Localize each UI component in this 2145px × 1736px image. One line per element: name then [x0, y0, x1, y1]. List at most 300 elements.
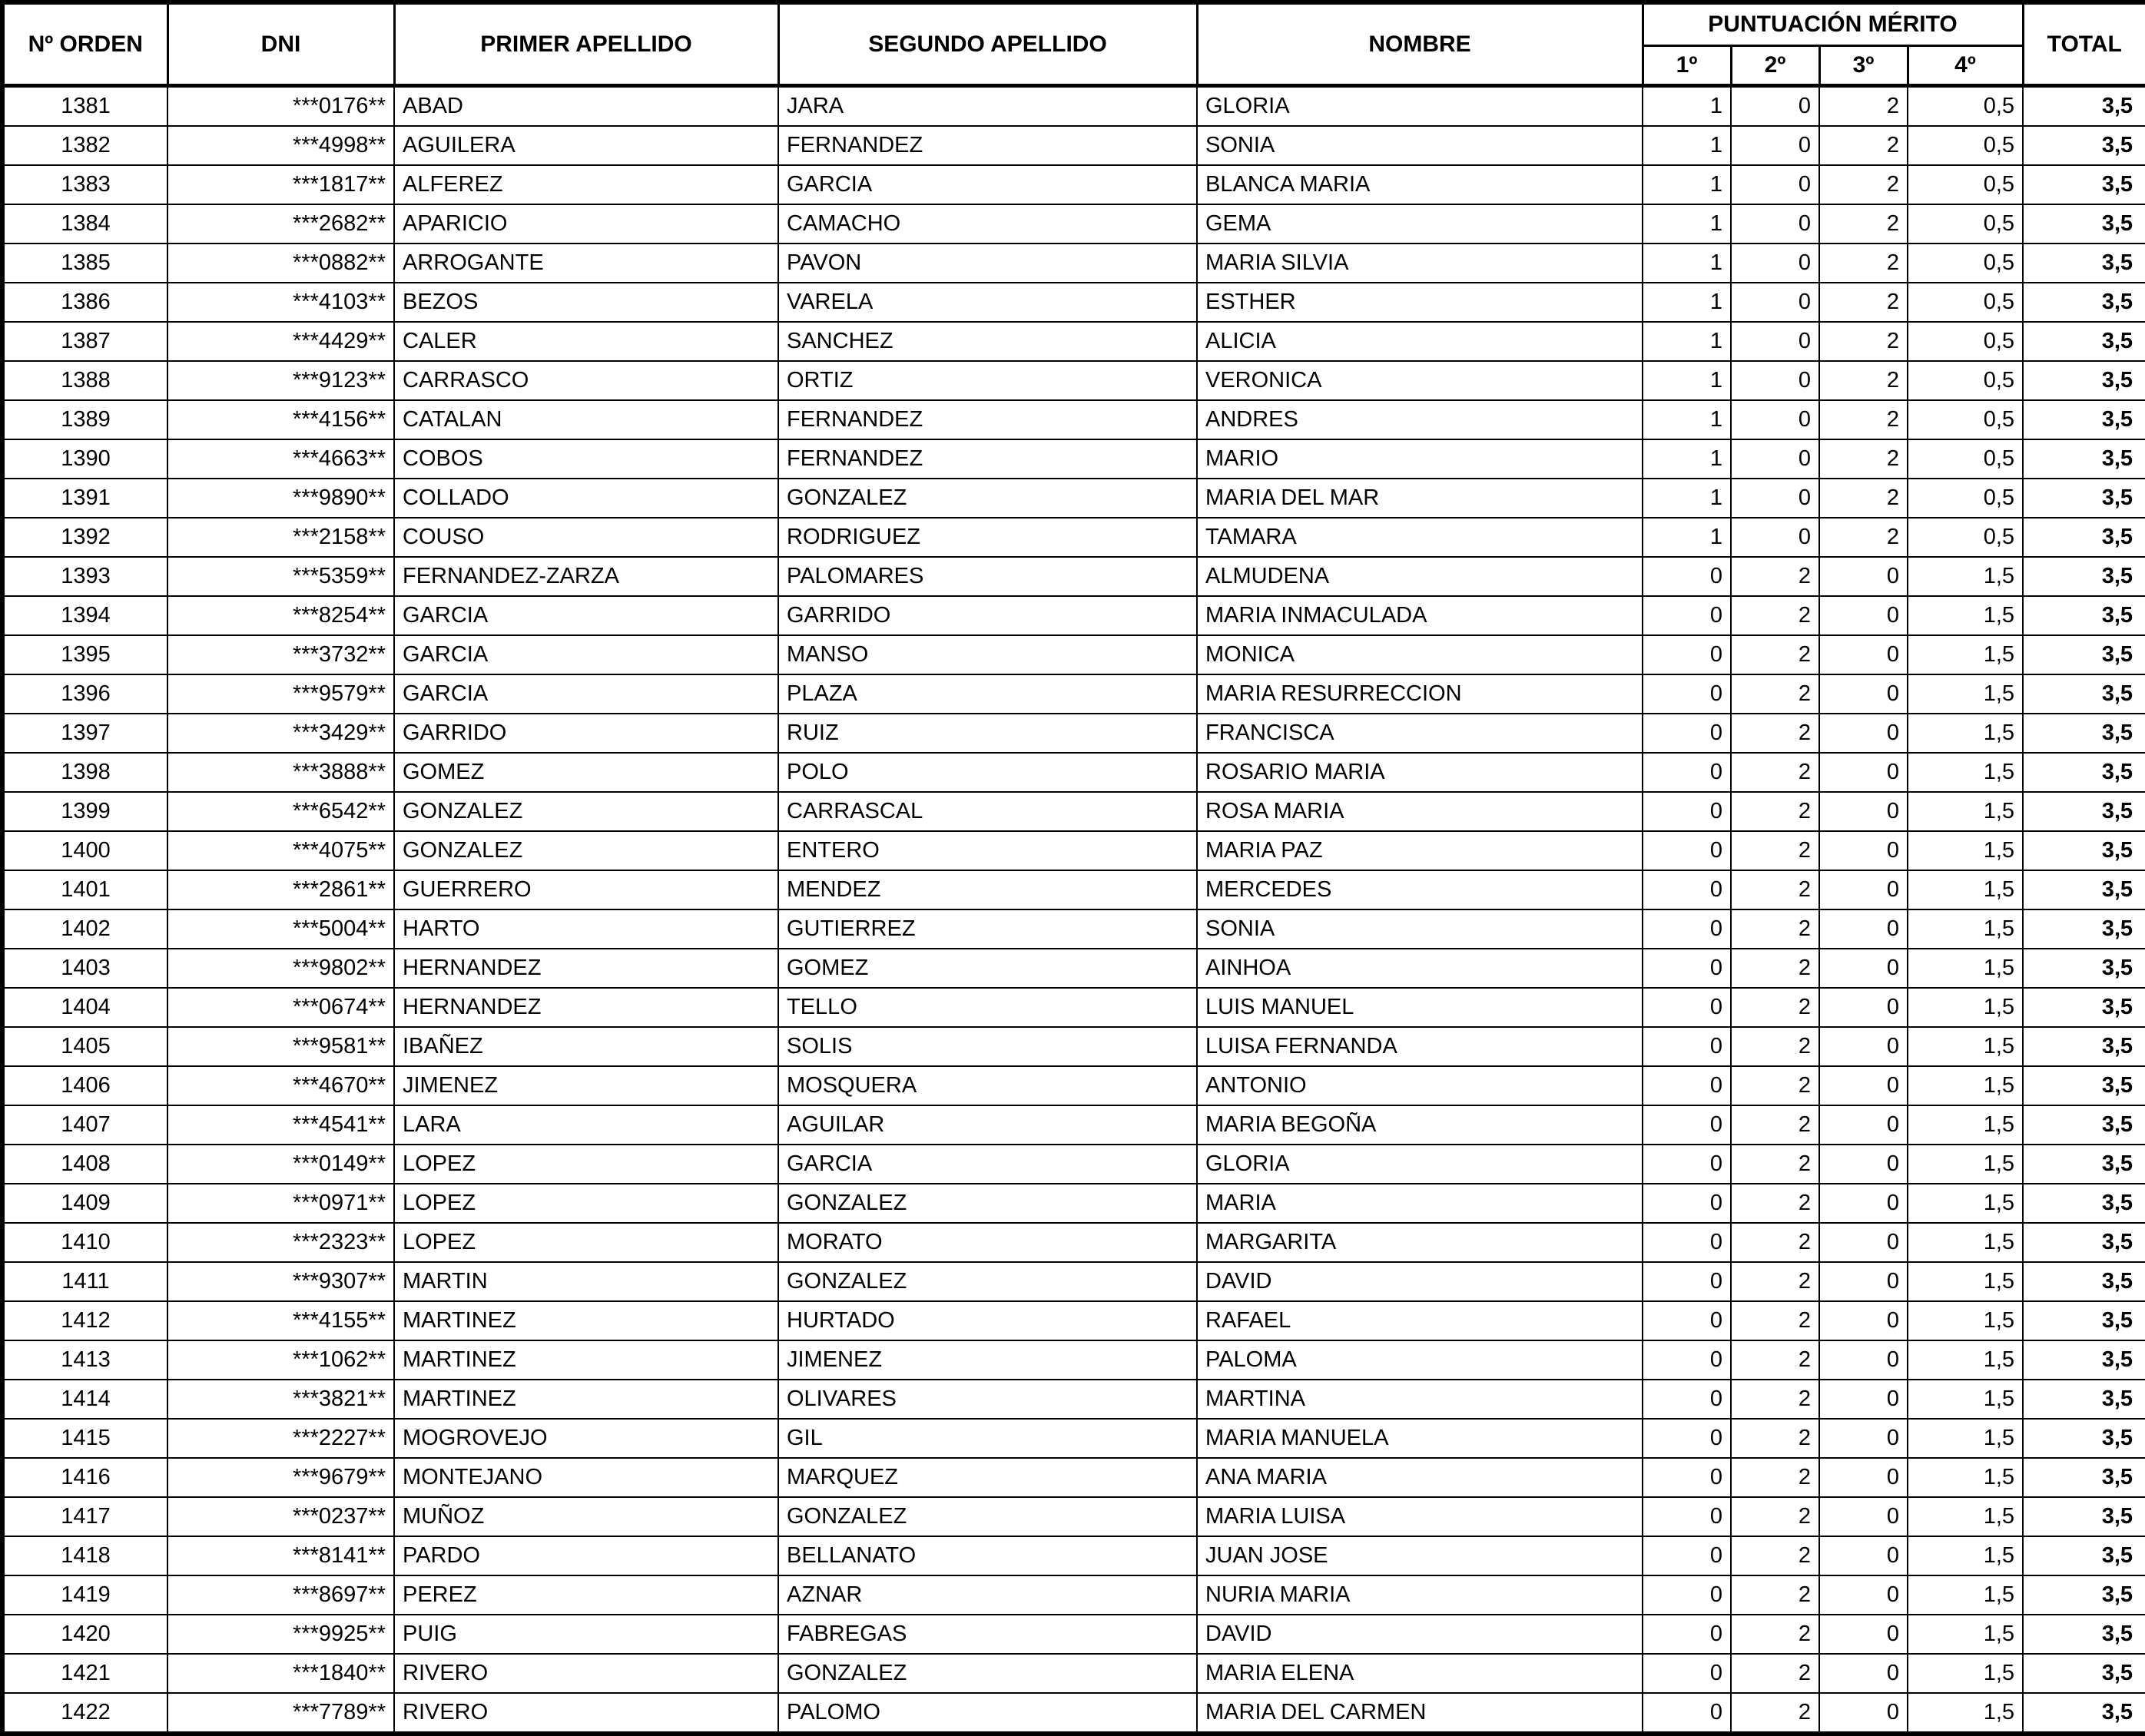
cell-total: 3,5 [2023, 635, 2145, 674]
cell-num-orden: 1418 [2, 1536, 167, 1575]
cell-merito-2: 2 [1731, 1145, 1819, 1184]
cell-dni: ***5004** [167, 909, 394, 949]
cell-primer-apellido: LOPEZ [394, 1184, 778, 1223]
cell-segundo-apellido: GONZALEZ [778, 1497, 1197, 1536]
col-header-merito-1: 1º [1643, 46, 1731, 86]
cell-segundo-apellido: RUIZ [778, 714, 1197, 753]
cell-primer-apellido: APARICIO [394, 204, 778, 244]
cell-merito-2: 2 [1731, 870, 1819, 909]
cell-num-orden: 1384 [2, 204, 167, 244]
cell-num-orden: 1398 [2, 753, 167, 792]
cell-primer-apellido: GUERRERO [394, 870, 778, 909]
cell-merito-3: 2 [1819, 518, 1908, 557]
cell-num-orden: 1390 [2, 439, 167, 479]
table-row [2, 126, 2145, 165]
cell-merito-4: 1,5 [1908, 1262, 2023, 1301]
cell-merito-2: 2 [1731, 1380, 1819, 1419]
col-header-dni: DNI [167, 2, 394, 86]
cell-total: 3,5 [2023, 1184, 2145, 1223]
cell-total: 3,5 [2023, 792, 2145, 831]
cell-merito-1: 0 [1643, 1105, 1731, 1145]
table-row [2, 1105, 2145, 1145]
cell-nombre: LUISA FERNANDA [1197, 1027, 1643, 1066]
cell-dni: ***0971** [167, 1184, 394, 1223]
cell-merito-2: 2 [1731, 988, 1819, 1027]
cell-nombre: GLORIA [1197, 86, 1643, 127]
cell-merito-1: 0 [1643, 557, 1731, 596]
cell-segundo-apellido: AZNAR [778, 1575, 1197, 1615]
cell-merito-4: 1,5 [1908, 1536, 2023, 1575]
cell-merito-3: 0 [1819, 1223, 1908, 1262]
table-row [2, 1301, 2145, 1340]
cell-total: 3,5 [2023, 518, 2145, 557]
cell-num-orden: 1405 [2, 1027, 167, 1066]
cell-nombre: MARIA BEGOÑA [1197, 1105, 1643, 1145]
cell-merito-1: 0 [1643, 1223, 1731, 1262]
cell-dni: ***2227** [167, 1419, 394, 1458]
cell-merito-3: 0 [1819, 596, 1908, 635]
cell-num-orden: 1422 [2, 1693, 167, 1734]
cell-total: 3,5 [2023, 831, 2145, 870]
cell-total: 3,5 [2023, 988, 2145, 1027]
cell-merito-4: 0,5 [1908, 479, 2023, 518]
cell-dni: ***4429** [167, 322, 394, 361]
cell-merito-1: 0 [1643, 1458, 1731, 1497]
cell-merito-2: 0 [1731, 165, 1819, 204]
cell-nombre: NURIA MARIA [1197, 1575, 1643, 1615]
cell-primer-apellido: MARTINEZ [394, 1340, 778, 1380]
cell-total: 3,5 [2023, 479, 2145, 518]
cell-primer-apellido: GOMEZ [394, 753, 778, 792]
cell-primer-apellido: HERNANDEZ [394, 949, 778, 988]
cell-nombre: FRANCISCA [1197, 714, 1643, 753]
cell-merito-1: 1 [1643, 204, 1731, 244]
cell-nombre: GLORIA [1197, 1145, 1643, 1184]
cell-merito-3: 0 [1819, 1145, 1908, 1184]
cell-merito-1: 0 [1643, 1575, 1731, 1615]
cell-total: 3,5 [2023, 714, 2145, 753]
cell-primer-apellido: COUSO [394, 518, 778, 557]
cell-nombre: MARIA SILVIA [1197, 244, 1643, 283]
cell-segundo-apellido: PAVON [778, 244, 1197, 283]
table-row [2, 439, 2145, 479]
table-row [2, 1458, 2145, 1497]
cell-total: 3,5 [2023, 322, 2145, 361]
cell-merito-4: 1,5 [1908, 988, 2023, 1027]
cell-dni: ***2323** [167, 1223, 394, 1262]
cell-merito-1: 1 [1643, 361, 1731, 400]
cell-merito-2: 2 [1731, 557, 1819, 596]
cell-nombre: MERCEDES [1197, 870, 1643, 909]
cell-segundo-apellido: CAMACHO [778, 204, 1197, 244]
cell-dni: ***8254** [167, 596, 394, 635]
cell-primer-apellido: MARTINEZ [394, 1301, 778, 1340]
cell-nombre: ANDRES [1197, 400, 1643, 439]
cell-merito-4: 1,5 [1908, 831, 2023, 870]
cell-nombre: RAFAEL [1197, 1301, 1643, 1340]
cell-merito-4: 1,5 [1908, 909, 2023, 949]
cell-primer-apellido: LOPEZ [394, 1145, 778, 1184]
cell-merito-4: 1,5 [1908, 674, 2023, 714]
cell-total: 3,5 [2023, 126, 2145, 165]
cell-num-orden: 1385 [2, 244, 167, 283]
cell-segundo-apellido: MENDEZ [778, 870, 1197, 909]
table-row [2, 204, 2145, 244]
cell-total: 3,5 [2023, 1223, 2145, 1262]
cell-nombre: DAVID [1197, 1615, 1643, 1654]
cell-segundo-apellido: GARCIA [778, 1145, 1197, 1184]
cell-primer-apellido: ABAD [394, 86, 778, 127]
cell-primer-apellido: GARRIDO [394, 714, 778, 753]
cell-total: 3,5 [2023, 674, 2145, 714]
cell-dni: ***9890** [167, 479, 394, 518]
cell-dni: ***4075** [167, 831, 394, 870]
cell-primer-apellido: CALER [394, 322, 778, 361]
cell-segundo-apellido: GARRIDO [778, 596, 1197, 635]
cell-merito-4: 1,5 [1908, 792, 2023, 831]
cell-segundo-apellido: PLAZA [778, 674, 1197, 714]
cell-merito-2: 2 [1731, 1575, 1819, 1615]
cell-merito-3: 0 [1819, 557, 1908, 596]
cell-merito-3: 2 [1819, 126, 1908, 165]
cell-merito-4: 0,5 [1908, 322, 2023, 361]
cell-segundo-apellido: GONZALEZ [778, 1654, 1197, 1693]
cell-segundo-apellido: SOLIS [778, 1027, 1197, 1066]
cell-num-orden: 1419 [2, 1575, 167, 1615]
cell-total: 3,5 [2023, 753, 2145, 792]
table-row [2, 361, 2145, 400]
table-row [2, 1027, 2145, 1066]
cell-dni: ***0237** [167, 1497, 394, 1536]
cell-num-orden: 1421 [2, 1654, 167, 1693]
cell-merito-2: 2 [1731, 949, 1819, 988]
cell-num-orden: 1403 [2, 949, 167, 988]
table-row [2, 1693, 2145, 1734]
cell-segundo-apellido: RODRIGUEZ [778, 518, 1197, 557]
cell-num-orden: 1393 [2, 557, 167, 596]
cell-merito-1: 1 [1643, 126, 1731, 165]
cell-merito-3: 2 [1819, 322, 1908, 361]
cell-total: 3,5 [2023, 1066, 2145, 1105]
cell-primer-apellido: MUÑOZ [394, 1497, 778, 1536]
cell-primer-apellido: GARCIA [394, 674, 778, 714]
cell-primer-apellido: IBAÑEZ [394, 1027, 778, 1066]
cell-merito-4: 1,5 [1908, 635, 2023, 674]
cell-dni: ***2682** [167, 204, 394, 244]
table-row [2, 988, 2145, 1027]
cell-primer-apellido: MOGROVEJO [394, 1419, 778, 1458]
cell-dni: ***4103** [167, 283, 394, 322]
cell-merito-1: 0 [1643, 909, 1731, 949]
table-row [2, 1184, 2145, 1223]
cell-segundo-apellido: PALOMARES [778, 557, 1197, 596]
cell-merito-1: 1 [1643, 322, 1731, 361]
cell-num-orden: 1395 [2, 635, 167, 674]
cell-merito-4: 1,5 [1908, 1497, 2023, 1536]
cell-num-orden: 1404 [2, 988, 167, 1027]
cell-primer-apellido: LARA [394, 1105, 778, 1145]
cell-merito-1: 1 [1643, 518, 1731, 557]
cell-merito-4: 0,5 [1908, 86, 2023, 127]
table-row [2, 557, 2145, 596]
cell-segundo-apellido: GARCIA [778, 165, 1197, 204]
cell-merito-2: 2 [1731, 1223, 1819, 1262]
cell-primer-apellido: MARTIN [394, 1262, 778, 1301]
cell-merito-3: 2 [1819, 244, 1908, 283]
cell-dni: ***4663** [167, 439, 394, 479]
cell-segundo-apellido: GUTIERREZ [778, 909, 1197, 949]
cell-merito-2: 2 [1731, 1262, 1819, 1301]
cell-merito-1: 0 [1643, 1340, 1731, 1380]
col-header-num-orden: Nº ORDEN [2, 2, 167, 86]
cell-primer-apellido: COBOS [394, 439, 778, 479]
cell-merito-1: 1 [1643, 283, 1731, 322]
table-row [2, 949, 2145, 988]
cell-nombre: ALMUDENA [1197, 557, 1643, 596]
cell-segundo-apellido: JARA [778, 86, 1197, 127]
cell-primer-apellido: RIVERO [394, 1693, 778, 1734]
cell-dni: ***8141** [167, 1536, 394, 1575]
cell-segundo-apellido: PALOMO [778, 1693, 1197, 1734]
cell-merito-3: 0 [1819, 1419, 1908, 1458]
cell-total: 3,5 [2023, 1575, 2145, 1615]
table-row [2, 283, 2145, 322]
cell-merito-4: 0,5 [1908, 361, 2023, 400]
col-header-merito-4: 4º [1908, 46, 2023, 86]
table-row [2, 518, 2145, 557]
cell-merito-4: 1,5 [1908, 1066, 2023, 1105]
cell-dni: ***4156** [167, 400, 394, 439]
table-row [2, 635, 2145, 674]
cell-dni: ***9802** [167, 949, 394, 988]
cell-dni: ***4998** [167, 126, 394, 165]
cell-total: 3,5 [2023, 909, 2145, 949]
cell-total: 3,5 [2023, 204, 2145, 244]
col-header-nombre: NOMBRE [1197, 2, 1643, 86]
cell-primer-apellido: GARCIA [394, 596, 778, 635]
cell-merito-3: 0 [1819, 1380, 1908, 1419]
cell-segundo-apellido: JIMENEZ [778, 1340, 1197, 1380]
cell-merito-3: 0 [1819, 949, 1908, 988]
cell-merito-1: 1 [1643, 439, 1731, 479]
cell-total: 3,5 [2023, 283, 2145, 322]
cell-merito-3: 0 [1819, 714, 1908, 753]
cell-num-orden: 1391 [2, 479, 167, 518]
cell-total: 3,5 [2023, 557, 2145, 596]
cell-num-orden: 1402 [2, 909, 167, 949]
cell-segundo-apellido: FERNANDEZ [778, 439, 1197, 479]
cell-merito-3: 0 [1819, 831, 1908, 870]
cell-num-orden: 1400 [2, 831, 167, 870]
cell-primer-apellido: PEREZ [394, 1575, 778, 1615]
cell-merito-3: 0 [1819, 1575, 1908, 1615]
cell-total: 3,5 [2023, 400, 2145, 439]
cell-merito-4: 1,5 [1908, 1458, 2023, 1497]
cell-merito-2: 0 [1731, 244, 1819, 283]
table-row [2, 1575, 2145, 1615]
cell-merito-2: 2 [1731, 1615, 1819, 1654]
table-row [2, 322, 2145, 361]
cell-nombre: MARIA ELENA [1197, 1654, 1643, 1693]
cell-merito-2: 2 [1731, 1184, 1819, 1223]
cell-merito-2: 0 [1731, 479, 1819, 518]
cell-merito-3: 2 [1819, 283, 1908, 322]
table-row [2, 1223, 2145, 1262]
cell-total: 3,5 [2023, 1458, 2145, 1497]
cell-nombre: ANA MARIA [1197, 1458, 1643, 1497]
table-row [2, 1536, 2145, 1575]
cell-merito-3: 2 [1819, 361, 1908, 400]
cell-nombre: PALOMA [1197, 1340, 1643, 1380]
cell-merito-3: 0 [1819, 1497, 1908, 1536]
cell-merito-2: 0 [1731, 322, 1819, 361]
table-row [2, 909, 2145, 949]
cell-dni: ***0176** [167, 86, 394, 127]
cell-num-orden: 1420 [2, 1615, 167, 1654]
cell-merito-1: 0 [1643, 714, 1731, 753]
cell-merito-3: 0 [1819, 1301, 1908, 1340]
cell-primer-apellido: RIVERO [394, 1654, 778, 1693]
cell-num-orden: 1416 [2, 1458, 167, 1497]
cell-num-orden: 1386 [2, 283, 167, 322]
cell-segundo-apellido: FERNANDEZ [778, 400, 1197, 439]
cell-merito-1: 0 [1643, 1497, 1731, 1536]
cell-primer-apellido: ARROGANTE [394, 244, 778, 283]
cell-nombre: GEMA [1197, 204, 1643, 244]
cell-nombre: TAMARA [1197, 518, 1643, 557]
cell-num-orden: 1407 [2, 1105, 167, 1145]
cell-nombre: VERONICA [1197, 361, 1643, 400]
cell-dni: ***4155** [167, 1301, 394, 1340]
cell-dni: ***3732** [167, 635, 394, 674]
cell-merito-2: 0 [1731, 86, 1819, 127]
table-row [2, 1262, 2145, 1301]
cell-primer-apellido: MONTEJANO [394, 1458, 778, 1497]
cell-num-orden: 1387 [2, 322, 167, 361]
cell-merito-4: 1,5 [1908, 1223, 2023, 1262]
cell-merito-1: 1 [1643, 479, 1731, 518]
cell-segundo-apellido: MORATO [778, 1223, 1197, 1262]
cell-dni: ***5359** [167, 557, 394, 596]
cell-primer-apellido: MARTINEZ [394, 1380, 778, 1419]
cell-merito-3: 0 [1819, 1066, 1908, 1105]
cell-merito-2: 0 [1731, 283, 1819, 322]
table-row [2, 1654, 2145, 1693]
cell-merito-1: 0 [1643, 1301, 1731, 1340]
cell-merito-1: 0 [1643, 988, 1731, 1027]
cell-num-orden: 1397 [2, 714, 167, 753]
cell-merito-1: 0 [1643, 831, 1731, 870]
cell-nombre: ESTHER [1197, 283, 1643, 322]
cell-merito-4: 1,5 [1908, 1380, 2023, 1419]
cell-num-orden: 1406 [2, 1066, 167, 1105]
cell-total: 3,5 [2023, 1497, 2145, 1536]
cell-segundo-apellido: GONZALEZ [778, 1184, 1197, 1223]
cell-dni: ***4670** [167, 1066, 394, 1105]
cell-dni: ***0882** [167, 244, 394, 283]
cell-merito-1: 0 [1643, 1027, 1731, 1066]
cell-segundo-apellido: POLO [778, 753, 1197, 792]
cell-total: 3,5 [2023, 1301, 2145, 1340]
cell-merito-2: 0 [1731, 400, 1819, 439]
cell-total: 3,5 [2023, 1654, 2145, 1693]
cell-merito-3: 0 [1819, 1693, 1908, 1734]
cell-dni: ***1840** [167, 1654, 394, 1693]
cell-merito-2: 2 [1731, 1105, 1819, 1145]
cell-merito-4: 1,5 [1908, 1575, 2023, 1615]
cell-primer-apellido: GONZALEZ [394, 831, 778, 870]
cell-merito-3: 0 [1819, 988, 1908, 1027]
col-header-merito-2: 2º [1731, 46, 1819, 86]
cell-dni: ***3888** [167, 753, 394, 792]
cell-dni: ***2861** [167, 870, 394, 909]
cell-dni: ***4541** [167, 1105, 394, 1145]
cell-primer-apellido: CARRASCO [394, 361, 778, 400]
cell-nombre: MARIA RESURRECCION [1197, 674, 1643, 714]
cell-segundo-apellido: GONZALEZ [778, 1262, 1197, 1301]
cell-dni: ***6542** [167, 792, 394, 831]
cell-merito-2: 2 [1731, 1458, 1819, 1497]
cell-primer-apellido: PARDO [394, 1536, 778, 1575]
cell-dni: ***0674** [167, 988, 394, 1027]
cell-merito-2: 2 [1731, 1027, 1819, 1066]
table-row [2, 831, 2145, 870]
cell-merito-2: 2 [1731, 1419, 1819, 1458]
cell-merito-4: 1,5 [1908, 1654, 2023, 1693]
cell-merito-4: 1,5 [1908, 870, 2023, 909]
cell-segundo-apellido: MOSQUERA [778, 1066, 1197, 1105]
cell-num-orden: 1382 [2, 126, 167, 165]
cell-nombre: ANTONIO [1197, 1066, 1643, 1105]
table-row [2, 1380, 2145, 1419]
cell-dni: ***8697** [167, 1575, 394, 1615]
cell-merito-1: 0 [1643, 1419, 1731, 1458]
cell-merito-1: 0 [1643, 1615, 1731, 1654]
cell-nombre: MARIA PAZ [1197, 831, 1643, 870]
cell-merito-4: 0,5 [1908, 400, 2023, 439]
cell-segundo-apellido: VARELA [778, 283, 1197, 322]
cell-nombre: JUAN JOSE [1197, 1536, 1643, 1575]
cell-merito-3: 2 [1819, 86, 1908, 127]
cell-merito-4: 1,5 [1908, 1693, 2023, 1734]
cell-num-orden: 1399 [2, 792, 167, 831]
cell-merito-1: 0 [1643, 1066, 1731, 1105]
cell-merito-3: 0 [1819, 1458, 1908, 1497]
cell-nombre: MARIA LUISA [1197, 1497, 1643, 1536]
cell-merito-4: 1,5 [1908, 1027, 2023, 1066]
cell-nombre: MONICA [1197, 635, 1643, 674]
cell-merito-2: 2 [1731, 909, 1819, 949]
cell-nombre: ROSARIO MARIA [1197, 753, 1643, 792]
table-row [2, 1419, 2145, 1458]
col-header-total: TOTAL [2023, 2, 2145, 86]
cell-nombre: ALICIA [1197, 322, 1643, 361]
cell-merito-3: 0 [1819, 1105, 1908, 1145]
cell-num-orden: 1381 [2, 86, 167, 127]
table-row [2, 479, 2145, 518]
cell-total: 3,5 [2023, 596, 2145, 635]
cell-merito-4: 1,5 [1908, 714, 2023, 753]
cell-segundo-apellido: ORTIZ [778, 361, 1197, 400]
cell-merito-2: 2 [1731, 1301, 1819, 1340]
cell-total: 3,5 [2023, 1027, 2145, 1066]
cell-merito-3: 2 [1819, 165, 1908, 204]
cell-merito-1: 0 [1643, 753, 1731, 792]
cell-merito-1: 1 [1643, 244, 1731, 283]
cell-num-orden: 1415 [2, 1419, 167, 1458]
cell-total: 3,5 [2023, 949, 2145, 988]
cell-dni: ***9679** [167, 1458, 394, 1497]
